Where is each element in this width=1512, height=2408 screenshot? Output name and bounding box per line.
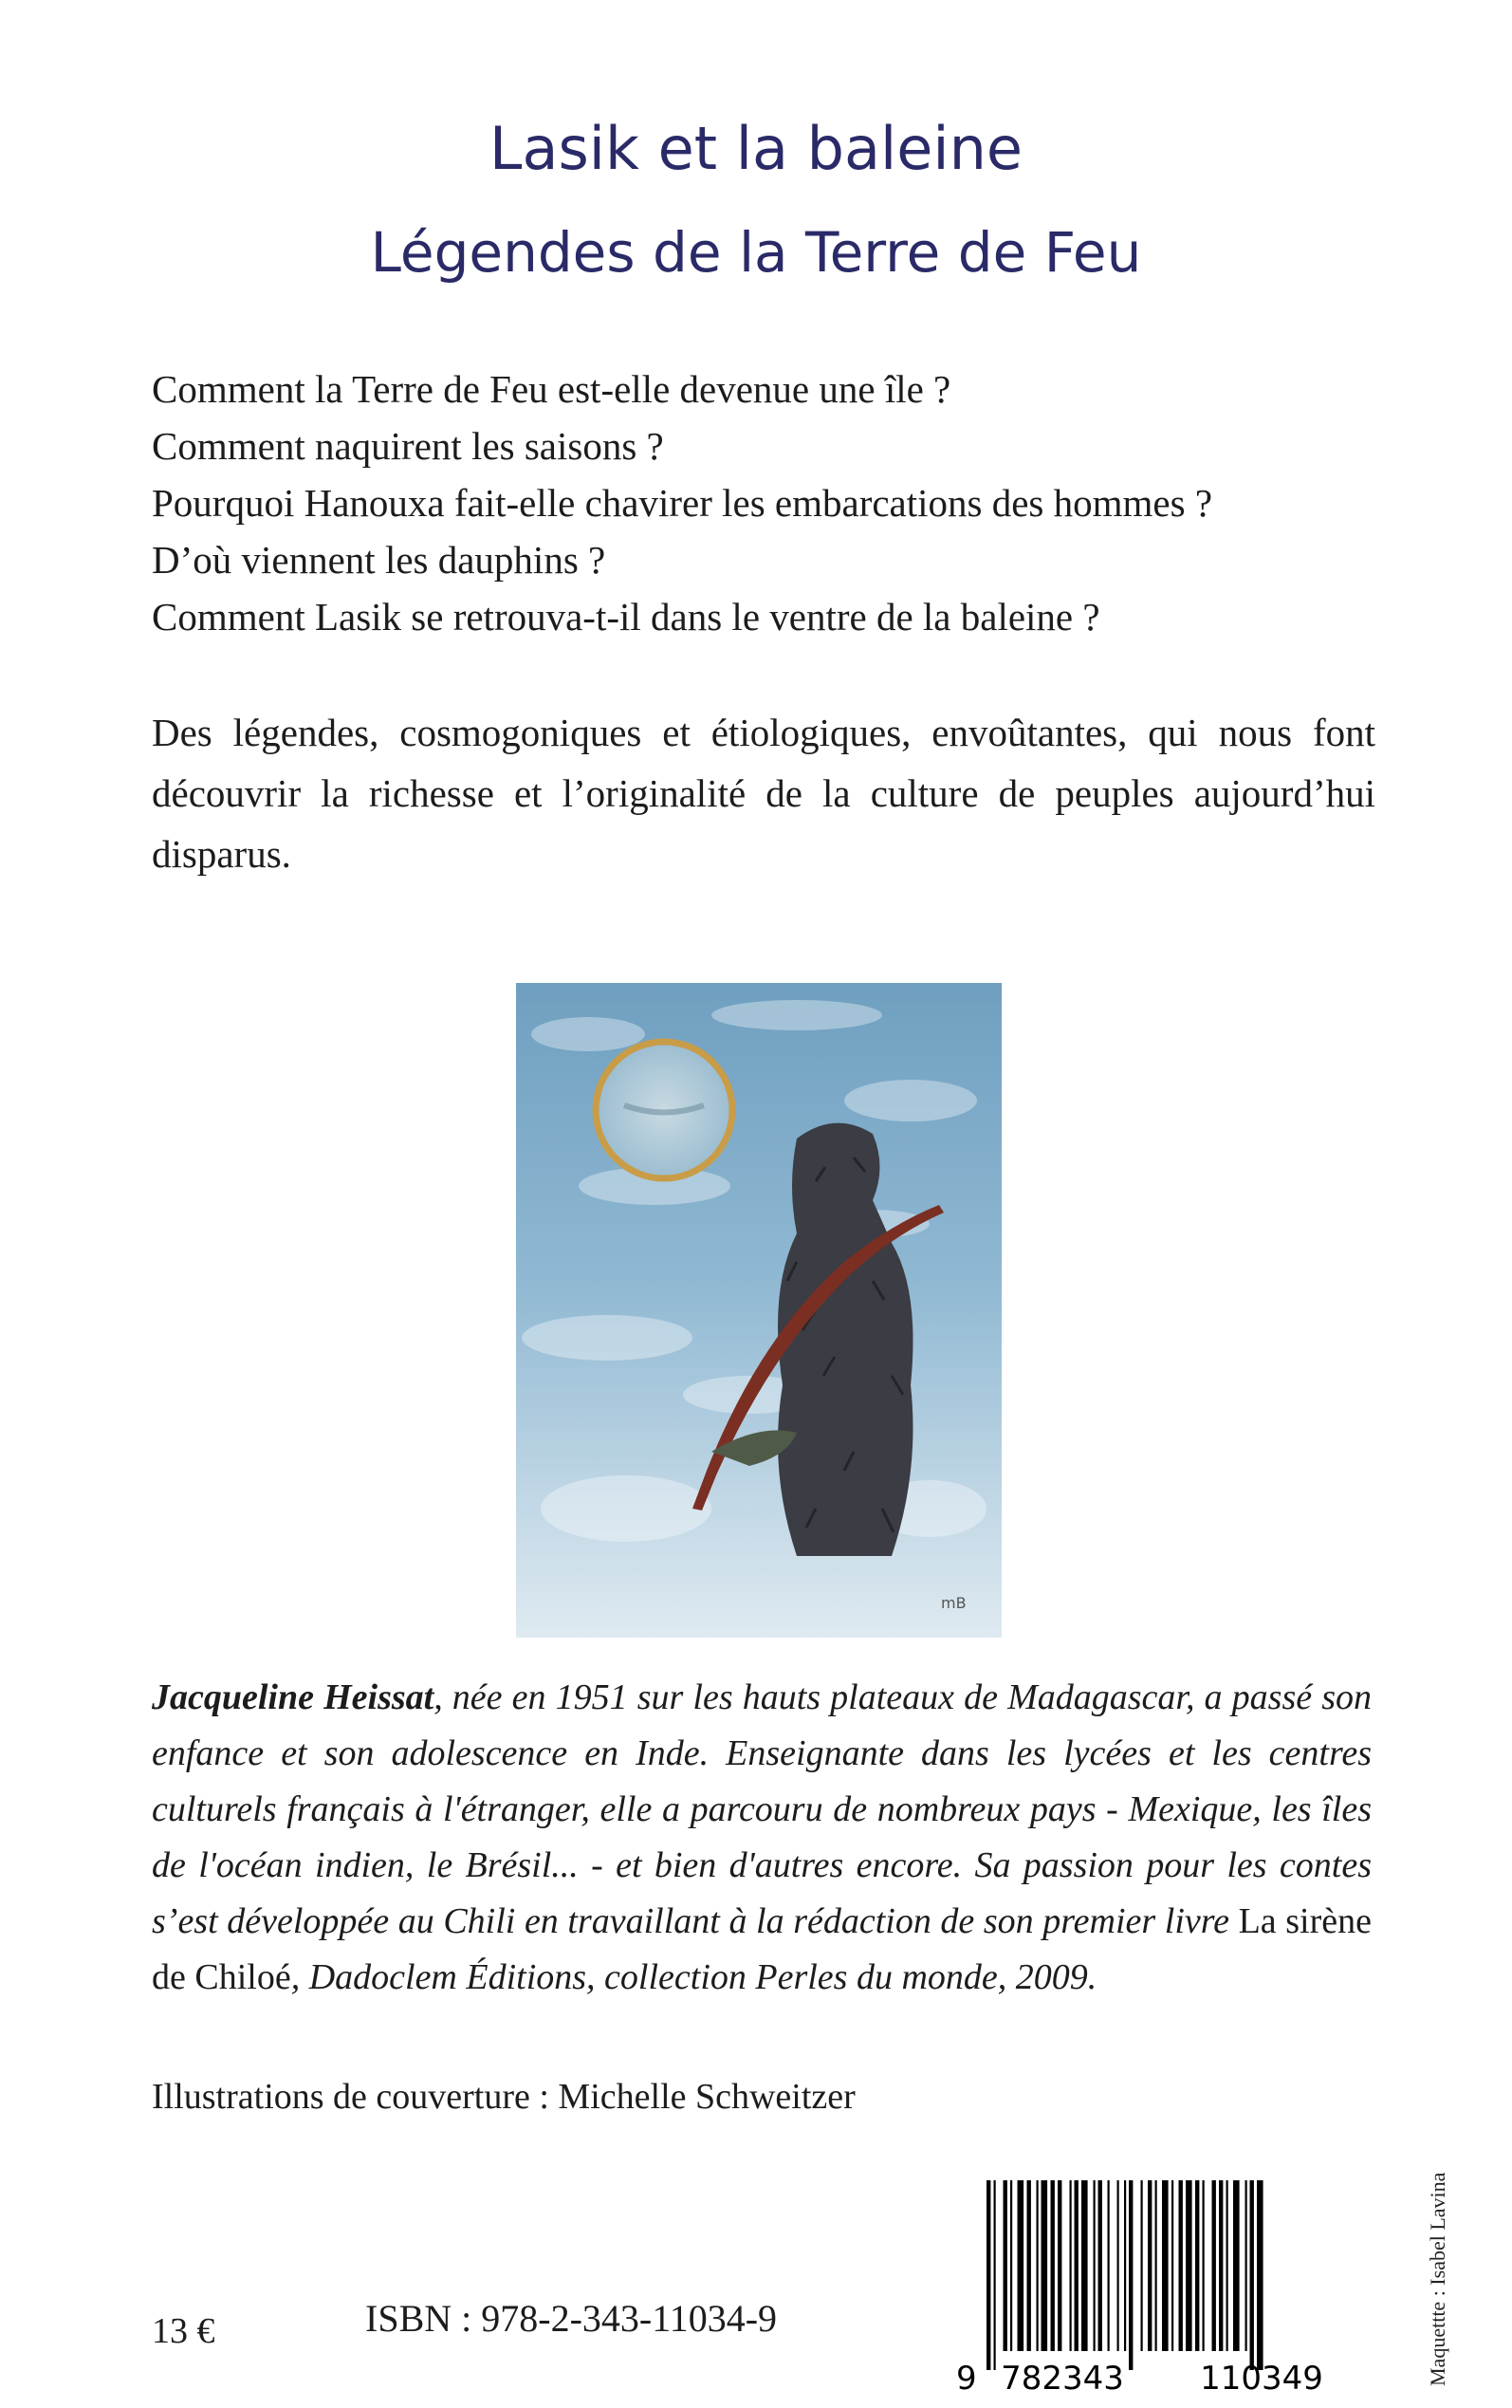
- layout-credit: [1409, 2021, 1466, 2391]
- barcode-digits-right: 110349: [1200, 2360, 1323, 2396]
- price: 13 €: [152, 2311, 215, 2351]
- question-line: D’où viennent les dauphins ?: [152, 538, 606, 582]
- bio-text: , née en 1951 sur les hauts plateaux de Madagascar, a passé son enfance et son adolescence en Inde. Enseignante dans les lycées et les centres culturels français à l'étranger, elle a parcouru de nombreux pays - Mexique, les îles de l'océan indien, le Brésil... - et bien d'autres encore. Sa passion pour les contes s’est développée au Chili en travaillant à la rédaction de son premier livre: [152, 1677, 1372, 1941]
- isbn: ISBN : 978-2-343-11034-9: [365, 2297, 778, 2340]
- book-subtitle: Légendes de la Terre de Feu: [370, 220, 1142, 285]
- bio-text: , Dadoclem Éditions, collection Perles du monde, 2009.: [290, 1957, 1097, 1997]
- cover-illustration: [512, 977, 1005, 1641]
- question-line: Comment Lasik se retrouva-t-il dans le ventre de la baleine ?: [152, 595, 1100, 639]
- question-list: [152, 361, 1404, 645]
- layout-credit-text: Maquettte : Isabel Lavina: [1426, 2172, 1449, 2386]
- barcode-digit-first: 9: [956, 2360, 977, 2396]
- first-book-title: La sirène de Chiloé: [152, 1901, 1373, 1997]
- barcode: [949, 2173, 1366, 2396]
- svg-text:mB: mB: [941, 1594, 967, 1612]
- question-line: Pourquoi Hanouxa fait-elle chavirer les embarcations des hommes ?: [152, 481, 1213, 525]
- illustration-credit: Illustrations de couverture : Michelle Schweitzer: [152, 2077, 856, 2117]
- question-line: Comment naquirent les saisons ?: [152, 424, 664, 468]
- question-line: Comment la Terre de Feu est-elle devenue une île ?: [152, 367, 951, 411]
- book-title: Lasik et la baleine: [489, 114, 1023, 183]
- author-bio: [152, 1670, 1372, 2006]
- author-name: Jacqueline Heissat: [152, 1677, 434, 1717]
- book-description: Des légendes, cosmogoniques et étiologiques, envoûtantes, qui nous font découvrir la richesse et l’originalité de la culture de peuples aujourd’hui disparus.: [152, 711, 1375, 876]
- barcode-digits-left: 782343: [1001, 2360, 1124, 2396]
